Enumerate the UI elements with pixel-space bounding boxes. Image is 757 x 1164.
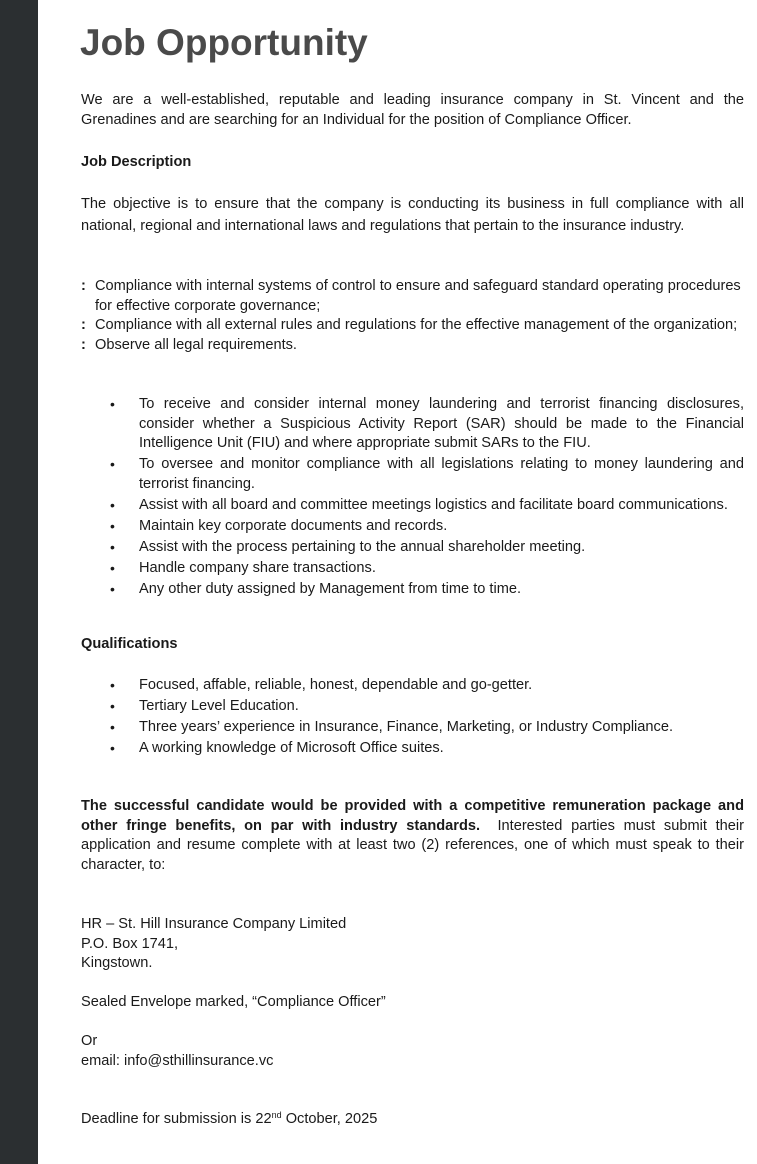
colon-marker: :: [81, 317, 86, 333]
list-item: • Any other duty assigned by Management from time to time.: [108, 580, 744, 600]
page-title: Job Opportunity: [80, 22, 368, 63]
deadline-text: [81, 1110, 744, 1130]
benefits-bold-text: The successful candidate would be provided with a competitive remuneration package and other fringe benefits, on par with industry standards.: [81, 798, 744, 834]
qualifications-heading: Qualifications: [81, 636, 178, 652]
list-item-text: Compliance with all external rules and regulations for the effective management of the organization;: [95, 317, 738, 333]
list-item: [81, 336, 744, 356]
duties-list: [108, 395, 744, 601]
address-line: P.O. Box 1741,: [81, 935, 179, 952]
list-item-text: Observe all legal requirements.: [95, 336, 297, 353]
or-text: Or: [81, 1033, 98, 1049]
compliance-list: [81, 277, 744, 355]
job-description-heading: Job Description: [81, 154, 192, 170]
left-side-bar: [0, 0, 38, 1164]
list-item: • Three years’ experience in Insurance, Finance, Marketing, or Industry Compliance.: [108, 718, 744, 738]
colon-marker: :: [81, 336, 86, 353]
list-item: [81, 277, 744, 316]
address-line: HR – St. Hill Insurance Company Limited: [81, 916, 347, 932]
list-item: • To receive and consider internal money laundering and terrorist financing disclosures, consider whether a Suspicious Activity Report (SAR) should be made to the Financial Intelligence Unit (FIU) and where appropriate submit SARs to the FIU.: [108, 395, 744, 454]
envelope-instruction: Sealed Envelope marked, “Compliance Officer”: [81, 994, 386, 1010]
list-item: • To oversee and monitor compliance with all legislations relating to money laundering and terrorist financing.: [108, 455, 744, 494]
deadline-suffix: October, 2025: [281, 1111, 378, 1127]
benefits-text: Interested parties must submit their application and resume complete with at least two (2) references, one of which must speak to their character, to:: [81, 817, 745, 873]
email-contact: email: info@sthillinsurance.vc: [81, 1053, 274, 1069]
list-item: • Assist with all board and committee meetings logistics and facilitate board communications.: [108, 496, 744, 516]
list-item-text: Compliance with internal systems of control to ensure and safeguard standard operating procedures for effective corporate governance;: [95, 278, 741, 314]
list-item: • Focused, affable, reliable, honest, dependable and go-getter.: [108, 676, 744, 696]
deadline-prefix: Deadline for submission is 22: [81, 1111, 272, 1127]
list-item: • A working knowledge of Microsoft Office suites.: [108, 739, 744, 759]
list-item: • Handle company share transactions.: [108, 559, 744, 579]
list-item: • Assist with the process pertaining to the annual shareholder meeting.: [108, 538, 744, 558]
objective-paragraph: The objective is to ensure that the company is conducting its business in full compliance with all national, regional and international laws and regulations that pertain to the insurance industry.: [81, 196, 744, 234]
qualifications-list: [108, 676, 744, 760]
address-line: Kingstown.: [81, 955, 153, 971]
list-item: • Tertiary Level Education.: [108, 697, 744, 717]
deadline-ordinal: nd: [271, 1110, 282, 1120]
colon-marker: :: [81, 278, 86, 294]
list-item: • Maintain key corporate documents and records.: [108, 517, 744, 537]
benefits-paragraph: [81, 797, 744, 875]
list-item: [81, 316, 744, 336]
mailing-address: [81, 915, 744, 974]
intro-paragraph: We are a well-established, reputable and leading insurance company in St. Vincent and the Grenadines and are searching for an Individual for the position of Compliance Officer.: [81, 92, 744, 128]
